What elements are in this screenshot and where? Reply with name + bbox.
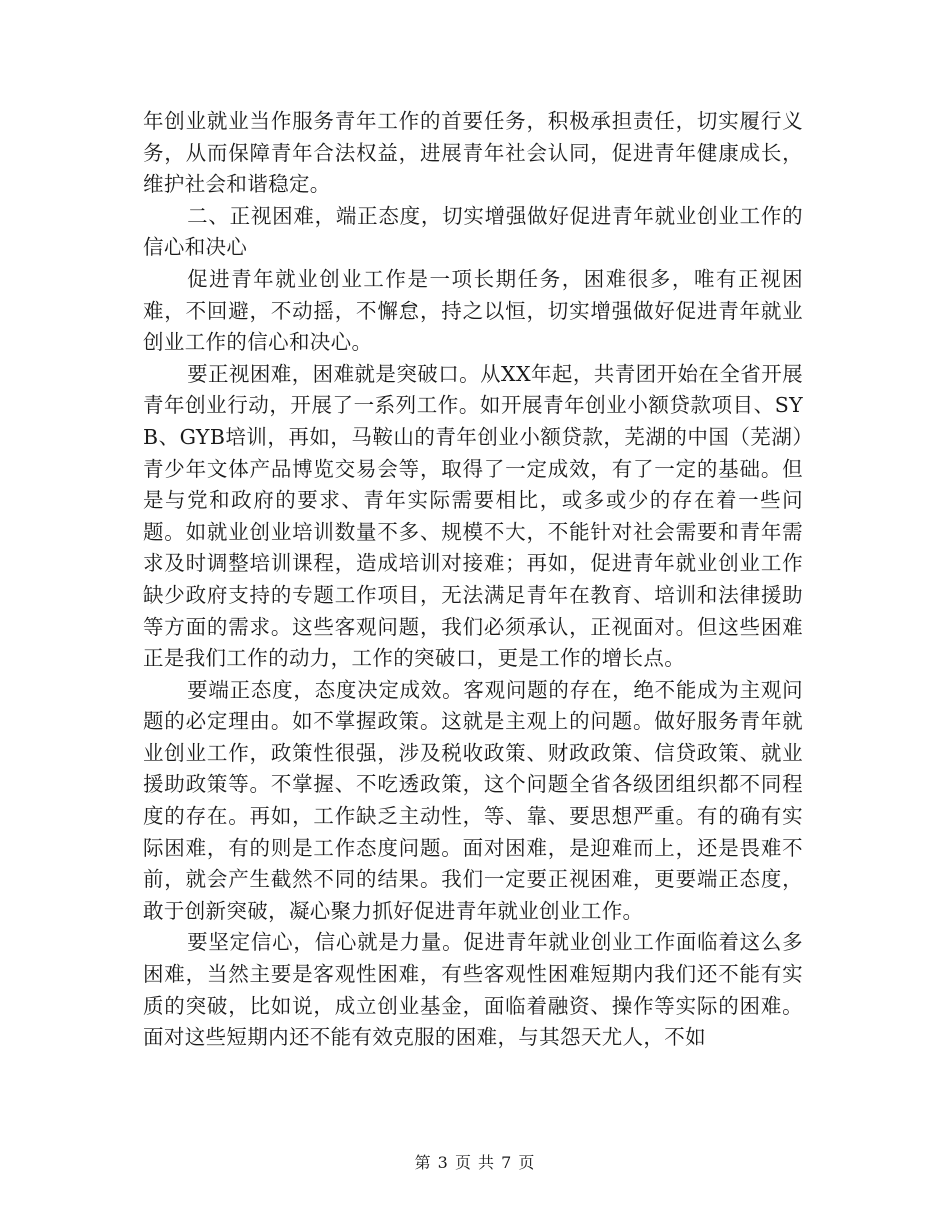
document-body (143, 106, 803, 1054)
paragraph-intro: 促进青年就业创业工作是一项长期任务，困难很多，唯有正视困难，不回避，不动摇，不懈怠，持之以恒，切实增强做好促进青年就业创业工作的信心和决心。 (143, 266, 803, 355)
paragraph-firm-confidence: 要坚定信心，信心就是力量。促进青年就业创业工作面临着这么多困难，当然主要是客观性困难，有些客观性困难短期内我们还不能有实质的突破，比如说，成立创业基金，面临着融资、操作等实际的困难。面对这些短期内还不能有效克服的困难，与其怨天尤人，不如 (143, 930, 803, 1050)
page-footer (0, 1150, 950, 1173)
section-heading: 二、正视困难，端正态度，切实增强做好促进青年就业创业工作的信心和决心 (143, 203, 803, 260)
paragraph-correct-attitude: 要端正态度，态度决定成效。客观问题的存在，绝不能成为主观问题的必定理由。如不掌握政策。这就是主观上的问题。做好服务青年就业创业工作，政策性很强，涉及税收政策、财政政策、信贷政策、就业援助政策等。不掌握、不吃透政策，这个问题全省各级团组织都不同程度的存在。再如，工作缺乏主动性，等、靠、要思想严重。有的确有实际困难，有的则是工作态度问题。面对困难，是迎难而上，还是畏难不前，就会产生截然不同的结果。我们一定要正视困难，更要端正态度，敢于创新突破，凝心聚力抓好促进青年就业创业工作。 (143, 677, 803, 923)
paragraph-face-difficulties: 要正视困难，困难就是突破口。从XX年起，共青团开始在全省开展青年创业行动，开展了一系列工作。如开展青年创业小额贷款项目、SYB、GYB培训，再如，马鞍山的青年创业小额贷款，芜湖的中国（芜湖）青少年文体产品博览交易会等，取得了一定成效，有了一定的基础。但是与党和政府的要求、青年实际需要相比，或多或少的存在着一些问题。如就业创业培训数量不多、规模不大，不能针对社会需要和青年需求及时调整培训课程，造成培训对接难；再如，促进青年就业创业工作缺少政府支持的专题工作项目，无法满足青年在教育、培训和法律援助等方面的需求。这些客观问题，我们必须承认，正视面对。但这些困难正是我们工作的动力，工作的突破口，更是工作的增长点。 (143, 361, 803, 671)
paragraph-continuation: 年创业就业当作服务青年工作的首要任务，积极承担责任，切实履行义务，从而保障青年合法权益，进展青年社会认同，促进青年健康成长，维护社会和谐稳定。 (143, 109, 803, 197)
page-number-label: 第 3 页 共 7 页 (414, 1153, 536, 1172)
